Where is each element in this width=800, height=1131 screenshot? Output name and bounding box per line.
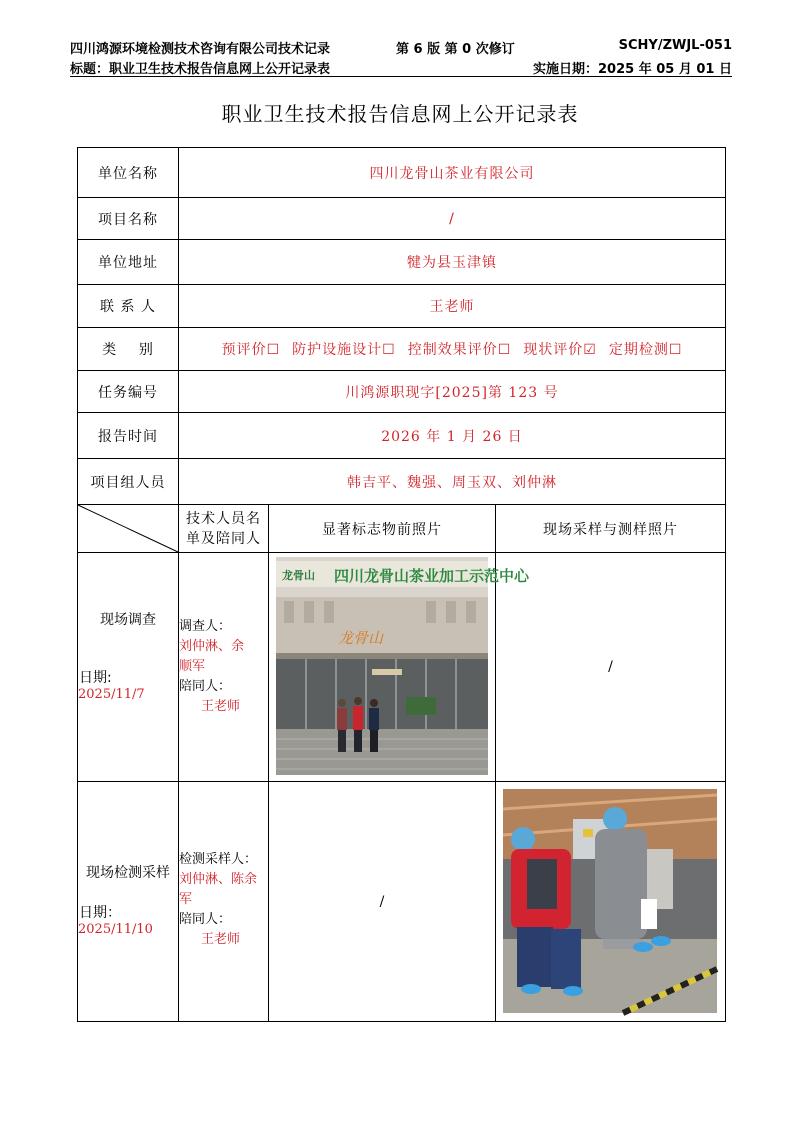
value-contact: 王老师 [179,285,726,328]
sampling-date-label: 日期： [79,905,121,921]
sampling-photo-cell [496,782,726,1022]
sampling-stage-cell [78,782,179,1022]
sampling-photo[interactable] [503,789,717,1013]
value-project-name: / [179,198,726,240]
row-contact [78,285,726,328]
sampling-companion: 王老师 [201,932,241,947]
survey-investigators: 刘仲淋、余顺军 [179,639,245,674]
sampling-stage: 现场检测采样 [86,865,170,881]
survey-investigator-label: 调查人： [179,619,232,634]
diagonal-header-cell [78,505,179,553]
sampling-sampler-label: 检测采样人： [179,852,258,867]
header-version: 第 6 版 第 0 次修订 [396,42,515,57]
category-option-pre-assessment[interactable]: 预评价☐ [221,342,281,358]
survey-companion-label: 陪同人： [179,679,232,694]
label-unit-address: 单位地址 [78,240,179,285]
sampling-staff-cell [179,782,269,1022]
label-project-name: 项目名称 [78,198,179,240]
row-unit-name [78,148,726,198]
survey-staff-cell [179,553,269,782]
row-unit-address [78,240,726,285]
value-unit-address: 犍为县玉津镇 [179,240,726,285]
header-divider [70,76,732,77]
page-title: 职业卫生技术报告信息网上公开记录表 [221,102,579,126]
value-report-time: 2026 年 1 月 26 日 [179,413,726,459]
sampling-companion-label: 陪同人： [179,912,232,927]
survey-stage-cell [78,553,179,782]
row-report-time [78,413,726,459]
sign-text: 四川龙骨山茶业加工示范中心 [334,567,530,585]
category-option-periodic-testing[interactable]: 定期检测☐ [608,342,683,358]
label-contact: 联 系 人 [78,285,179,328]
header-sampling-photo: 现场采样与测样照片 [496,505,726,553]
row-site-survey [78,553,726,782]
row-project-name [78,198,726,240]
category-option-status-assessment[interactable]: 现状评价☑ [523,342,597,358]
sampling-samplers: 刘仲淋、陈余军 [179,872,258,907]
label-category: 类 别 [78,328,179,371]
category-option-control-effect[interactable]: 控制效果评价☐ [407,342,512,358]
label-task-no: 任务编号 [78,371,179,413]
header-landmark-photo: 显著标志物前照片 [269,505,496,553]
row-team [78,459,726,505]
sampling-date: 2025/11/10 [78,922,153,937]
row-category [78,328,726,371]
category-option-protection-design[interactable]: 防护设施设计☐ [292,342,396,358]
header-company: 四川鸿源环境检测技术咨询有限公司技术记录 [70,42,331,57]
row-photo-headers [78,505,726,553]
sampling-landmark-photo-cell: / [269,782,496,1022]
label-report-time: 报告时间 [78,413,179,459]
survey-date-label: 日期: [79,670,112,686]
row-task-no [78,371,726,413]
header-code: SCHY/ZWJL-051 [618,38,732,53]
diagonal-line [78,505,178,552]
label-team: 项目组人员 [78,459,179,505]
wall-text: 龙骨山 [338,629,384,647]
survey-stage: 现场调查 [100,612,156,628]
header-effective-date: 实施日期：2025 年 05 月 01 日 [533,62,732,77]
value-category [179,328,726,371]
survey-landmark-photo-cell [269,553,530,782]
sign-logo-text: 龙骨山 [282,569,315,582]
survey-date: 2025/11/7 [78,687,145,702]
survey-companion: 王老师 [201,699,241,714]
landmark-photo[interactable] [276,557,530,775]
value-task-no: 川鸿源职现字[2025]第 123 号 [179,371,726,413]
header-subject: 标题：职业卫生技术报告信息网上公开记录表 [70,62,331,77]
value-unit-name: 四川龙骨山茶业有限公司 [179,148,726,198]
survey-sampling-photo-cell: / [496,553,726,782]
record-table [77,147,726,1022]
row-site-sampling [78,782,726,1022]
value-team: 韩吉平、魏强、周玉双、刘仲淋 [179,459,726,505]
header-staff: 技术人员名单及陪同人 [179,505,269,553]
label-unit-name: 单位名称 [78,148,179,198]
